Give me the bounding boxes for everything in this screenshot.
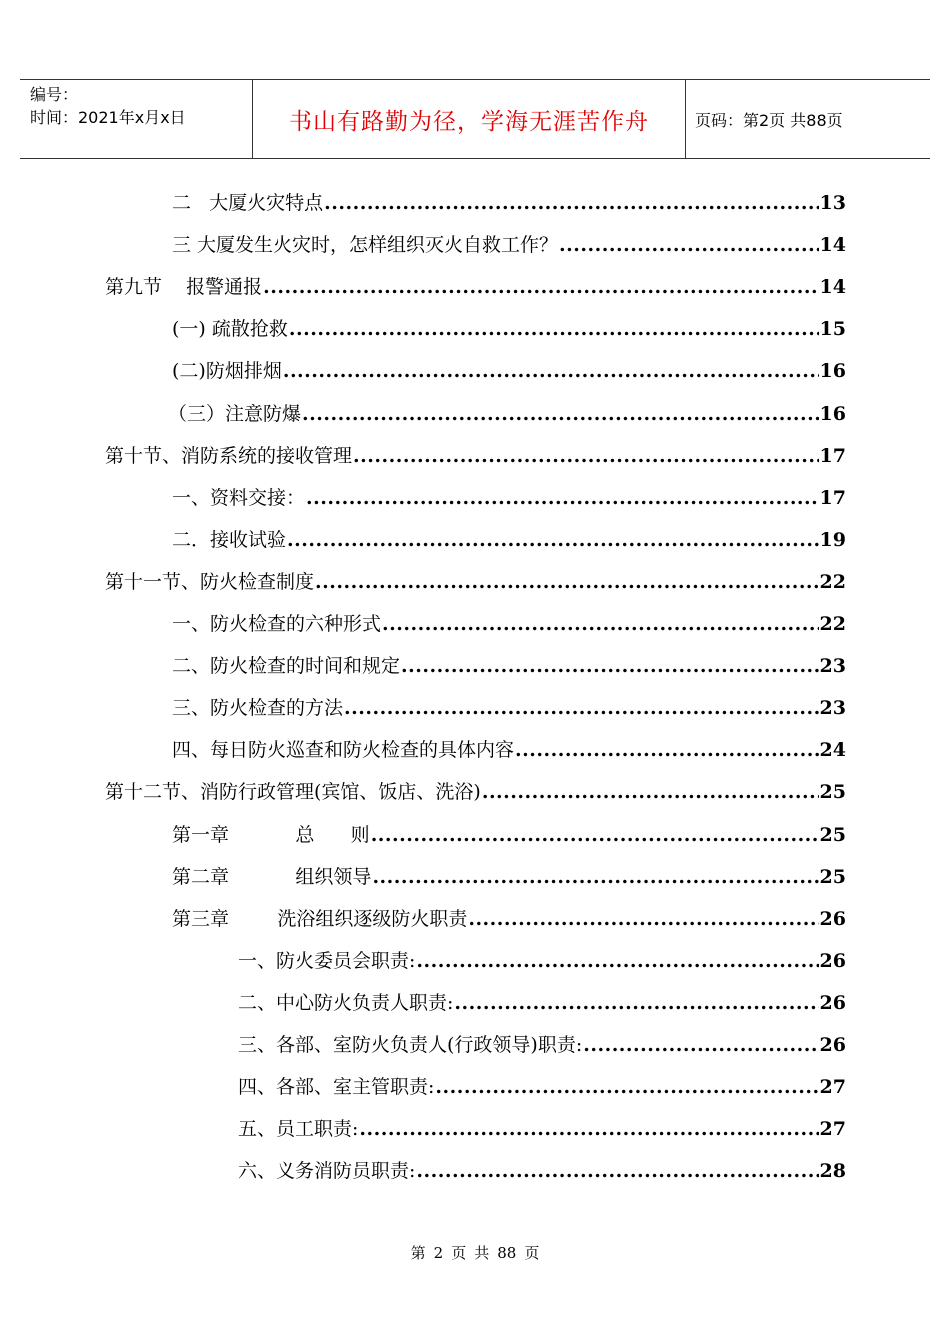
toc-entry[interactable] [238,1030,846,1060]
toc-entry-page: 23 [819,697,846,720]
toc-entry[interactable] [172,230,846,260]
toc-dot-leader [283,356,819,386]
toc-entry-page: 25 [819,865,846,888]
toc-dot-leader [353,441,819,471]
toc-entry[interactable] [238,1156,846,1186]
toc-entry-page: 14 [819,234,846,257]
toc-dot-leader [344,693,819,723]
header-center-cell [252,80,686,158]
toc-entry-page: 25 [819,823,846,846]
toc-entry-page: 27 [819,1076,846,1099]
footer-word: 第 [410,1244,426,1262]
toc-entry[interactable] [172,314,846,344]
toc-dot-leader [287,525,819,555]
toc-entry-title: 二 大厦火灾特点 [172,192,324,214]
toc-entry-title: 二、中心防火负责人职责: [238,991,454,1014]
toc-entry-page: 26 [819,991,846,1014]
toc-entry-title: 一、防火检查的六种形式 [172,613,382,635]
toc-entry-title: 六、义务消防员职责: [238,1160,416,1183]
toc-entry-title: 二．接收试验 [172,528,287,551]
toc-dot-leader [454,988,818,1018]
toc-entry-title: 三、各部、室防火负责人(行政领导)职责: [238,1034,583,1056]
toc-entry-page: 17 [819,444,846,467]
toc-entry[interactable] [172,483,846,513]
toc-entry[interactable] [172,356,846,386]
toc-dot-leader [401,651,819,681]
toc-entry-title: (二)防烟排烟 [172,360,282,383]
toc-entry-page: 28 [819,1160,846,1183]
toc-entry-page: 14 [819,276,846,299]
toc-dot-leader [315,567,819,597]
toc-dot-leader [371,820,819,850]
toc-entry-title: 第二章 组织领导 [172,865,372,888]
toc-dot-leader [302,399,819,429]
header-right-cell [685,80,930,158]
footer-word: 页 [524,1244,540,1262]
header-motto: 书山有路勤为径，学海无涯苦作舟 [289,108,649,135]
document-number-label: 编号： [30,85,79,104]
toc-dot-leader [372,862,818,892]
toc-entry-title: 第九节 报警通报 [105,276,263,299]
toc-entry-title: 三、防火检查的方法 [172,697,344,720]
toc-entry[interactable] [105,777,846,807]
footer-word: 共 [474,1244,490,1262]
toc-entry-page: 22 [819,570,846,593]
toc-entry-page: 26 [819,949,846,972]
toc-entry-page: 22 [819,613,846,635]
toc-entry-title: 第十一节、防火检查制度 [105,570,315,593]
footer-word: 页 [451,1244,467,1262]
toc-entry-title: 第十节、消防系统的接收管理 [105,444,353,467]
toc-entry-page: 15 [819,318,846,341]
footer-total-pages: 88 [497,1244,517,1262]
toc-entry-title: 第十二节、消防行政管理(宾馆、饭店、洗浴) [105,781,481,804]
toc-dot-leader [289,314,819,344]
toc-entry-title: 一、资料交接： [172,486,306,509]
toc-entry-page: 27 [819,1118,846,1141]
toc-entry[interactable] [105,567,846,597]
toc-entry[interactable] [172,525,846,555]
toc-entry-title: 第三章 洗浴组织逐级防火职责 [172,907,468,930]
toc-entry-title: 第一章 总 则 [172,823,370,846]
toc-entry[interactable] [238,1072,846,1102]
toc-entry-title: 四、每日防火巡查和防火检查的具体内容 [172,739,515,762]
footer-page-number: 2 [433,1244,444,1262]
toc-dot-leader [468,904,818,934]
toc-dot-leader [416,1156,818,1186]
header-left-cell [20,80,252,158]
toc-entry-page: 16 [819,360,846,383]
toc-entry-title: 二、防火检查的时间和规定 [172,655,401,678]
toc-dot-leader [416,946,818,976]
toc-dot-leader [435,1072,818,1102]
toc-dot-leader [324,188,818,218]
toc-entry[interactable] [238,946,846,976]
toc-entry[interactable] [172,735,846,765]
toc-entry-page: 19 [819,528,846,551]
toc-entry[interactable] [105,441,846,471]
toc-entry[interactable] [172,904,846,934]
toc-entry-title: 一、防火委员会职责: [238,949,416,972]
toc-dot-leader [382,609,819,639]
toc-entry-page: 26 [819,907,846,930]
document-header [20,79,930,159]
toc-entry[interactable] [238,988,846,1018]
toc-dot-leader [359,1114,818,1144]
toc-entry[interactable] [172,651,846,681]
header-page-info: 页码：第2页 共88页 [695,110,843,130]
toc-entry-title: (一) 疏散抢救 [172,318,288,341]
toc-dot-leader [559,230,819,260]
toc-entry[interactable] [172,820,846,850]
toc-entry-title: 三 大厦发生火灾时，怎样组织灭火自救工作？ [172,234,559,257]
toc-entry-page: 24 [819,739,846,762]
toc-entry[interactable] [172,609,846,639]
toc-dot-leader [482,777,819,807]
page-footer [0,1242,950,1263]
toc-entry[interactable] [172,693,846,723]
toc-entry-page: 13 [819,192,846,214]
toc-dot-leader [263,272,818,302]
toc-entry[interactable] [238,1114,846,1144]
toc-entry-title: 五、员工职责: [238,1118,359,1141]
toc-entry-page: 16 [819,402,846,425]
toc-entry-page: 26 [819,1034,846,1056]
toc-entry-title: （三）注意防爆 [168,402,302,425]
toc-entry-page: 23 [819,655,846,678]
toc-entry[interactable] [168,399,846,429]
toc-entry-title: 四、各部、室主管职责: [238,1076,435,1099]
toc-entry-page: 25 [819,781,846,804]
toc-entry[interactable] [105,272,846,302]
document-time-label: 时间：2021年x月x日 [30,108,186,127]
toc-dot-leader [515,735,819,765]
toc-entry[interactable] [172,188,846,218]
toc-dot-leader [583,1030,818,1060]
toc-dot-leader [306,483,819,513]
toc-entry-page: 17 [819,486,846,509]
toc-entry[interactable] [172,862,846,892]
